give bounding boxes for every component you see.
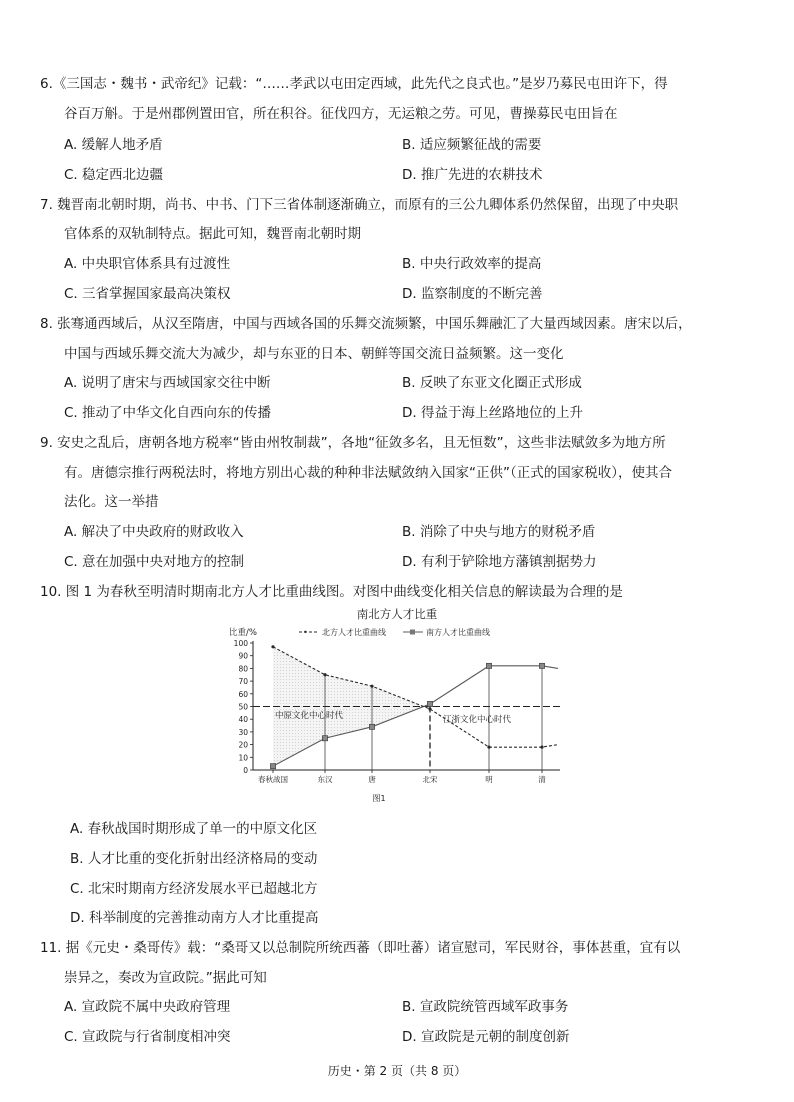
q6-option-a: A. 缓解人地矛盾 (64, 137, 163, 153)
q11-option-a: A. 宣政院不属中央政府管理 (64, 999, 231, 1015)
q7-option-d: D. 监察制度的不断完善 (402, 286, 543, 302)
y-tick-label: 60 (238, 689, 248, 699)
q10-option-b: B. 人才比重的变化折射出经济格局的变动 (70, 851, 318, 867)
x-tick-label: 春秋战国 (258, 775, 288, 784)
north-series-point (487, 746, 490, 749)
south-series-point (427, 701, 432, 706)
legend-north-dash: • (303, 628, 308, 637)
y-tick-label: 40 (238, 715, 248, 725)
south-series-point (539, 663, 544, 668)
q11-option-b: B. 宣政院统管西域军政事务 (402, 999, 569, 1015)
q7-stem-line1: 7. 魏晋南北朝时期，尚书、中书、门下三省体制逐渐确立，而原有的三公九卿体系仍然保留，出现了中央职 (40, 197, 679, 213)
q8-option-d: D. 得益于海上丝路地位的上升 (402, 405, 583, 421)
q8-option-b: B. 反映了东亚文化圈正式形成 (402, 375, 582, 391)
legend-north: 北方人才比重曲线 (322, 628, 386, 637)
q8-option-c: C. 推动了中华文化自西向东的传播 (64, 405, 272, 421)
chart-title: 南北方人才比重 (356, 607, 438, 621)
north-series-point (323, 673, 326, 676)
talent-ratio-chart (225, 603, 570, 808)
q11-option-c: C. 宣政院与行省制度相冲突 (64, 1029, 231, 1045)
x-tick-label: 北宋 (422, 775, 438, 784)
x-tick-label: 清 (538, 775, 546, 784)
q9-option-c: C. 意在加强中央对地方的控制 (64, 554, 245, 570)
q9-option-a: A. 解决了中央政府的财政收入 (64, 524, 244, 540)
q6-option-d: D. 推广先进的农耕技术 (402, 167, 543, 183)
y-axis-label: 比重/% (229, 628, 257, 638)
north-series-point (271, 645, 274, 648)
q7-stem-line2: 官体系的双轨制特点。据此可知，魏晋南北朝时期 (64, 226, 361, 242)
chart-caption: 图1 (372, 794, 386, 803)
q9-stem-line1: 9. 安史之乱后，唐朝各地方税率“皆由州牧制裁”，各地“征敛多名，且无恒数”，这些非法赋敛多为地方所 (40, 435, 666, 451)
south-series-point (486, 663, 491, 668)
q8-stem-line2: 中国与西域乐舞交流大为减少，却与东亚的日本、朝鲜等国交流日益频繁。这一变化 (64, 346, 564, 362)
annotation-central-plains: 中原文化中心时代 (275, 711, 344, 721)
q11-option-d: D. 宣政院是元朝的制度创新 (402, 1029, 570, 1045)
y-tick-label: 10 (238, 753, 248, 763)
north-series-point (428, 707, 431, 710)
q8-stem-line1: 8. 张骞通西域后，从汉至隋唐，中国与西域各国的乐舞交流频繁，中国乐舞融汇了大量西域因素。唐宋以后， (40, 316, 692, 332)
y-tick-label: 50 (238, 702, 248, 712)
q8-option-a: A. 说明了唐宋与西域国家交往中断 (64, 375, 271, 391)
y-tick-label: 80 (238, 664, 248, 674)
chart-legend (299, 627, 490, 637)
q6-option-c: C. 稳定西北边疆 (64, 167, 164, 183)
y-tick-label: 100 (233, 639, 248, 648)
y-tick-label: 20 (238, 740, 248, 750)
y-tick-label: 70 (238, 677, 248, 687)
q10-option-a: A. 春秋战国时期形成了单一的中原文化区 (70, 821, 318, 837)
legend-south: 南方人才比重曲线 (426, 628, 490, 637)
q11-stem-line2: 崇异之，奏改为宣政院。”据此可知 (64, 970, 267, 986)
q10-option-c: C. 北宋时期南方经济发展水平已超越北方 (70, 881, 318, 897)
q9-stem-line3: 法化。这一举措 (64, 494, 159, 510)
q9-option-b: B. 消除了中央与地方的财税矛盾 (402, 524, 596, 540)
q6-stem-line1: 6.《三国志・魏书・武帝纪》记载：“……孝武以屯田定西域，此先代之良式也。”是岁乃募民屯田许下，得 (40, 76, 668, 92)
q7-option-a: A. 中央职官体系具有过渡性 (64, 256, 231, 272)
page-footer: 历史・第 2 页（共 8 页） (327, 1064, 467, 1078)
q6-stem-line2: 谷百万斛。于是州郡例置田官，所在积谷。征伐四方，无运粮之劳。可见，曹操募民屯田旨在 (64, 106, 618, 122)
north-series-point (370, 685, 373, 688)
south-series-point (270, 764, 275, 769)
south-series-point (322, 736, 327, 741)
x-tick-label: 东汉 (317, 775, 333, 784)
x-tick-label: 唐 (368, 775, 376, 784)
q7-option-c: C. 三省掌握国家最高决策权 (64, 286, 231, 302)
south-series-point (369, 724, 374, 729)
q11-stem-line1: 11. 据《元史・桑哥传》载：“桑哥又以总制院所统西蕃（即吐蕃）诸宣慰司，军民财谷，事体甚重，宜有以 (40, 940, 681, 956)
y-tick-label: 0 (243, 766, 248, 775)
y-tick-label: 90 (238, 651, 248, 661)
q7-option-b: B. 中央行政效率的提高 (402, 256, 542, 272)
annotation-jiangzhe: 江浙文化中心时代 (443, 715, 512, 725)
q10-stem-line1: 10. 图 1 为春秋至明清时期南北方人才比重曲线图。对图中曲线变化相关信息的解读最为合理的是 (40, 584, 623, 600)
q6-option-b: B. 适应频繁征战的需要 (402, 137, 542, 153)
q9-option-d: D. 有利于铲除地方藩镇割据势力 (402, 554, 597, 570)
north-series-point (540, 746, 543, 749)
legend-south-marker (410, 630, 415, 635)
q9-stem-line2: 有。唐德宗推行两税法时，将地方别出心裁的种种非法赋敛纳入国家“正供”（正式的国家税收），使其合 (64, 465, 672, 481)
x-tick-label: 明 (485, 775, 493, 784)
y-tick-label: 30 (238, 727, 248, 737)
q10-option-d: D. 科举制度的完善推动南方人才比重提高 (70, 910, 319, 926)
